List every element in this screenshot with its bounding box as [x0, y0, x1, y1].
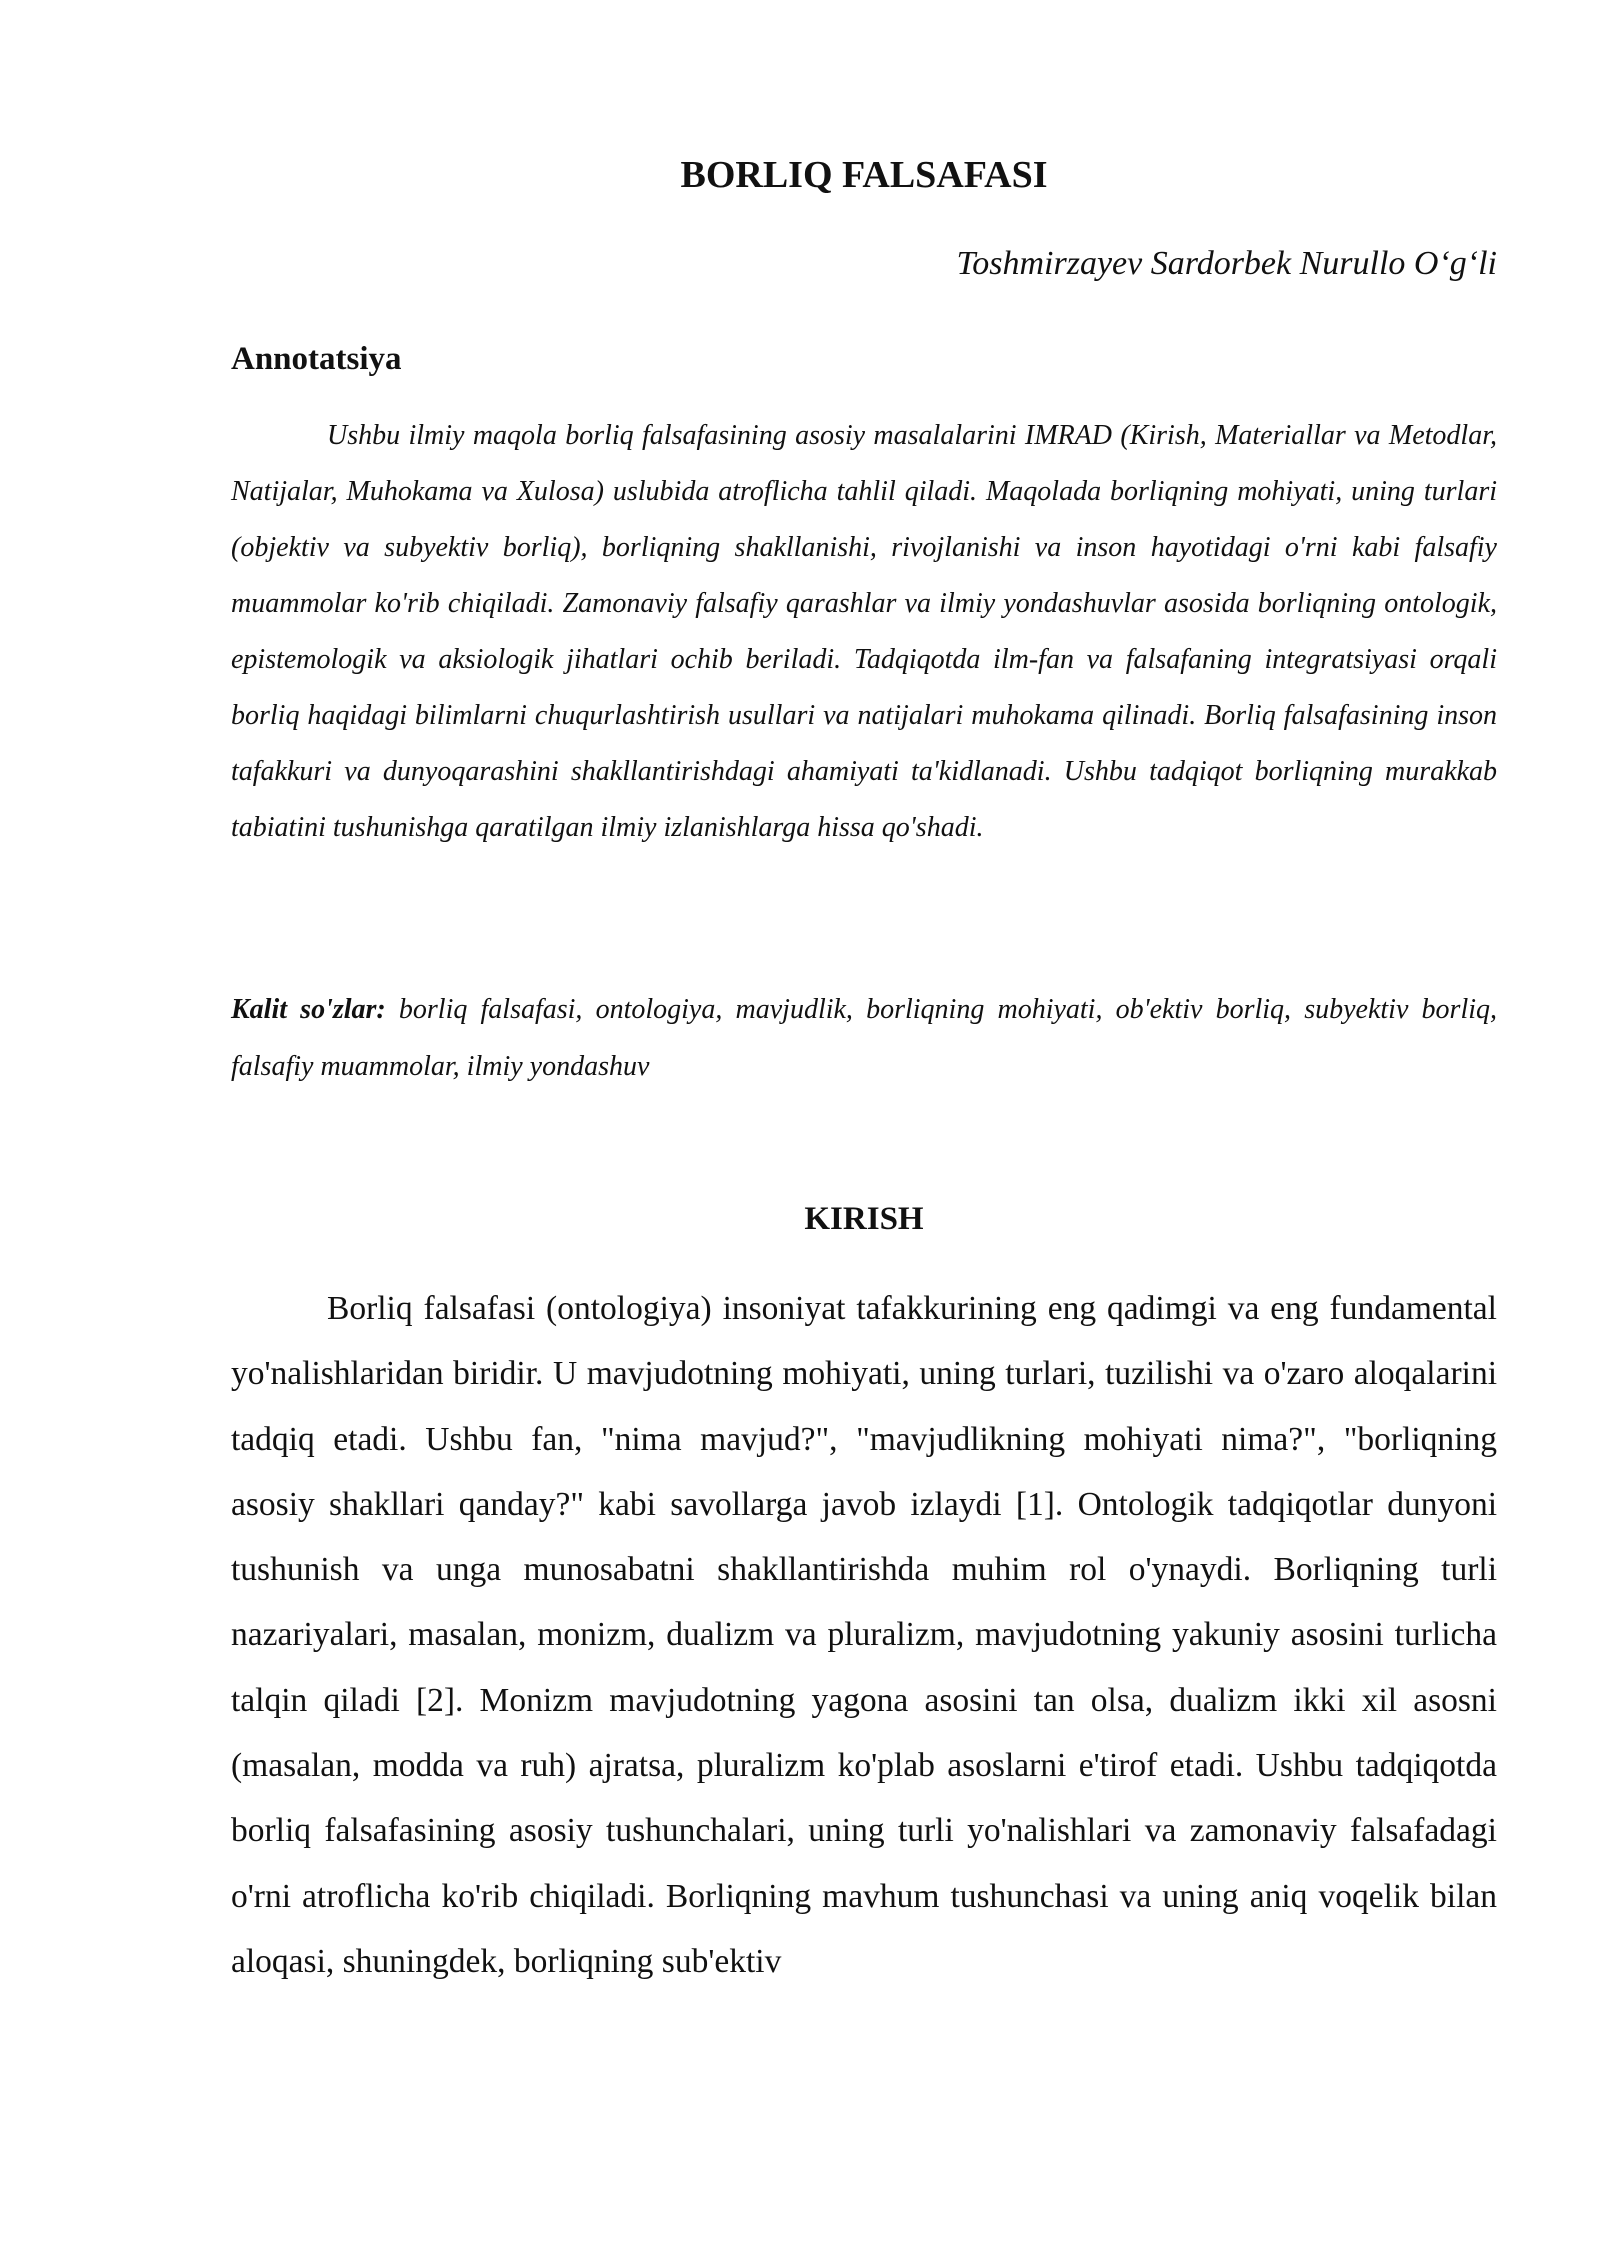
annotation-heading: Annotatsiya — [231, 341, 402, 377]
abstract-paragraph: Ushbu ilmiy maqola borliq falsafasining asosiy masalalarini IMRAD (Kirish, Materiallar va Metodlar, Natijalar, Muhokama va Xulosa) uslubida atroflicha tahlil qiladi. Maqolada borliqning mohiyati, uning turlari (objektiv va subyektiv borliq), borliqning shakllanishi, rivojlanishi va inson hayotidagi o'rni kabi falsafiy muammolar ko'rib chiqiladi. Zamonaviy falsafiy qarashlar va ilmiy yondashuvlar asosida borliqning ontologik, epistemologik va aksiologik jihatlari ochib beriladi. Tadqiqotda ilm-fan va falsafaning integratsiyasi orqali borliq haqidagi bilimlarni chuqurlashtirish usullari va natijalari muhokama qilinadi. Borliq falsafasining inson tafakkuri va dunyoqarashini shakllantirishdagi ahamiyati ta'kidlanadi. Ushbu tadqiqot borliqning murakkab tabiatini tushunishga qaratilgan ilmiy izlanishlarga hissa qo'shadi. — [231, 420, 1497, 843]
intro-paragraph: Borliq falsafasi (ontologiya) insoniyat tafakkurining eng qadimgi va eng fundamental yo'nalishlaridan biridir. U mavjudotning mohiyati, uning turlari, tuzilishi va o'zaro aloqalarini tadqiq etadi. Ushbu fan, "nima mavjud?", "mavjudlikning mohiyati nima?", "borliqning asosiy shakllari qanday?" kabi savollarga javob izlaydi [1]. Ontologik tadqiqotlar dunyoni tushunish va unga munosabatni shakllantirishda muhim rol o'ynaydi. Borliqning turli nazariyalari, masalan, monizm, dualizm va pluralizm, mavjudotning yakuniy asosini turlicha talqin qiladi [2]. Monizm mavjudotning yagona asosini tan olsa, dualizm ikki xil asosni (masalan, modda va ruh) ajratsa, pluralizm ko'plab asoslarni e'tirof etadi. Ushbu tadqiqotda borliq falsafasining asosiy tushunchalari, uning turli yo'nalishlari va zamonaviy falsafadagi o'rni atroflicha ko'rib chiqiladi. Borliqning mavhum tushunchasi va uning aniq voqelik bilan aloqasi, shuningdek, borliqning sub'ektiv — [231, 1290, 1497, 1980]
paper-title: BORLIQ FALSAFASI — [680, 154, 1048, 196]
author-name: Toshmirzayev Sardorbek Nurullo O‘g‘li — [956, 245, 1497, 282]
section-heading-kirish: KIRISH — [804, 1201, 924, 1237]
keywords-label: Kalit so'zlar: — [231, 994, 386, 1025]
keywords-paragraph — [231, 981, 1497, 1095]
keywords-list: borliq falsafasi, ontologiya, mavjudlik, borliqning mohiyati, ob'ektiv borliq, subyektiv borliq, falsafiy muammolar, ilmiy yondashuv — [231, 994, 1497, 1082]
